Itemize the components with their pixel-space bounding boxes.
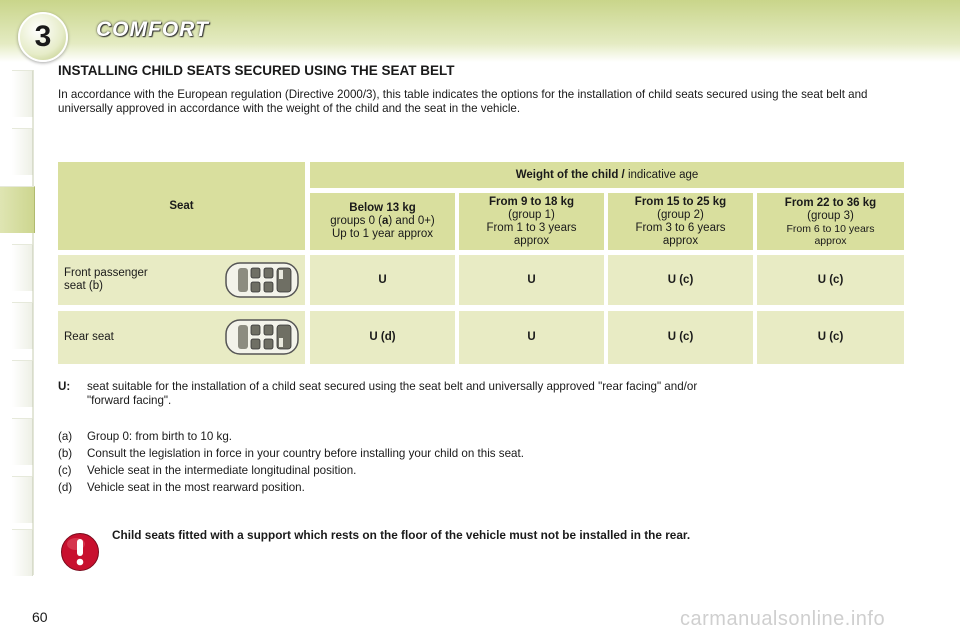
car-top-view-icon <box>224 317 300 357</box>
side-tab-3-active[interactable] <box>0 186 35 233</box>
column-header-15-25kg <box>608 193 753 250</box>
footnote-b <box>58 445 524 462</box>
column-age-approx: approx <box>814 234 847 247</box>
side-tab-6[interactable] <box>12 360 33 407</box>
column-age: From 3 to 6 years <box>635 221 726 234</box>
column-age: From 6 to 10 years <box>786 222 875 235</box>
column-age: From 1 to 3 years <box>486 221 577 234</box>
footnote-d <box>58 479 524 496</box>
column-title: From 9 to 18 kg <box>489 195 574 208</box>
column-title: From 15 to 25 kg <box>634 195 727 208</box>
section-title: INSTALLING CHILD SEATS SECURED USING THE SEAT BELT <box>58 63 455 78</box>
column-age-approx: approx <box>662 234 699 247</box>
footnote-key: (b) <box>58 447 73 460</box>
row-label-line1: Rear seat <box>64 331 114 343</box>
footnote-key: (d) <box>58 481 73 494</box>
side-tab-1[interactable] <box>12 70 33 117</box>
row-label-line2: seat (b) <box>64 280 103 292</box>
cell-front-9-18kg: U <box>459 255 604 305</box>
column-group: (group 3) <box>807 209 854 222</box>
child-seat-table <box>58 162 904 366</box>
cell-rear-below-13kg: U (d) <box>310 311 455 364</box>
column-title: From 22 to 36 kg <box>784 196 877 209</box>
footnote-text: Consult the legislation in force in your country before installing your child on this seat. <box>87 447 524 460</box>
side-tab-9[interactable] <box>12 529 33 576</box>
column-header-9-18kg <box>459 193 604 250</box>
definition-line1: seat suitable for the installation of a child seat secured using the seat belt and universally approved "rear facing" and/or <box>87 380 698 393</box>
warning-text: Child seats fitted with a support which rests on the floor of the vehicle must not be installed in the rear. <box>112 528 691 542</box>
column-group <box>330 215 435 228</box>
cell-rear-15-25kg: U (c) <box>608 311 753 364</box>
column-group: (group 1) <box>508 208 555 221</box>
footnote-text: Group 0: from birth to 10 kg. <box>87 430 232 443</box>
car-top-view-icon <box>224 260 300 300</box>
chapter-number-badge <box>18 12 68 62</box>
intro-paragraph: In accordance with the European regulation (Directive 2000/3), this table indicates the options for the installation of child seats secured using the seat belt and universally approved in accordance with the weight of the child and the seat in the vehicle. <box>58 88 868 115</box>
column-group-note: a <box>382 215 389 227</box>
definition-line2: "forward facing". <box>87 394 172 407</box>
column-group: (group 2) <box>657 208 704 221</box>
footnote-a <box>58 428 524 445</box>
weight-header <box>310 162 904 188</box>
side-tab-2[interactable] <box>12 128 33 175</box>
page-number: 60 <box>32 609 48 625</box>
side-tab-8[interactable] <box>12 476 33 523</box>
column-group-text-end: ) and 0+) <box>388 215 435 227</box>
side-tab-5[interactable] <box>12 302 33 349</box>
cell-front-below-13kg: U <box>310 255 455 305</box>
footnote-text: Vehicle seat in the intermediate longitudinal position. <box>87 464 357 477</box>
side-tab-7[interactable] <box>12 418 33 465</box>
cell-rear-9-18kg: U <box>459 311 604 364</box>
row-label-line1: Front passenger <box>64 267 148 279</box>
footnote-text: Vehicle seat in the most rearward position. <box>87 481 305 494</box>
column-title: Below 13 kg <box>349 202 416 214</box>
watermark: carmanualsonline.info <box>680 608 886 630</box>
footnote-key: (c) <box>58 464 72 477</box>
chapter-number: 3 <box>34 20 52 53</box>
side-tab-4[interactable] <box>12 244 33 291</box>
exclamation-warning-icon <box>60 532 100 572</box>
chapter-title: COMFORT <box>96 18 209 41</box>
side-tabs <box>0 70 36 575</box>
cell-front-22-36kg: U (c) <box>757 255 904 305</box>
footnote-key: (a) <box>58 430 73 443</box>
column-header-22-36kg <box>757 193 904 250</box>
weight-header-normal: indicative age <box>627 168 699 181</box>
column-header-below-13kg <box>310 193 455 250</box>
footnotes <box>58 428 524 496</box>
definition-key: U: <box>58 380 71 393</box>
footnote-c <box>58 462 524 479</box>
cell-rear-22-36kg: U (c) <box>757 311 904 364</box>
column-age-approx: approx <box>513 234 550 247</box>
cell-front-15-25kg: U (c) <box>608 255 753 305</box>
column-group-text: groups 0 ( <box>330 215 382 227</box>
column-age: Up to 1 year approx <box>331 228 433 240</box>
seat-header: Seat <box>58 162 305 250</box>
weight-header-bold: Weight of the child / <box>515 168 628 181</box>
